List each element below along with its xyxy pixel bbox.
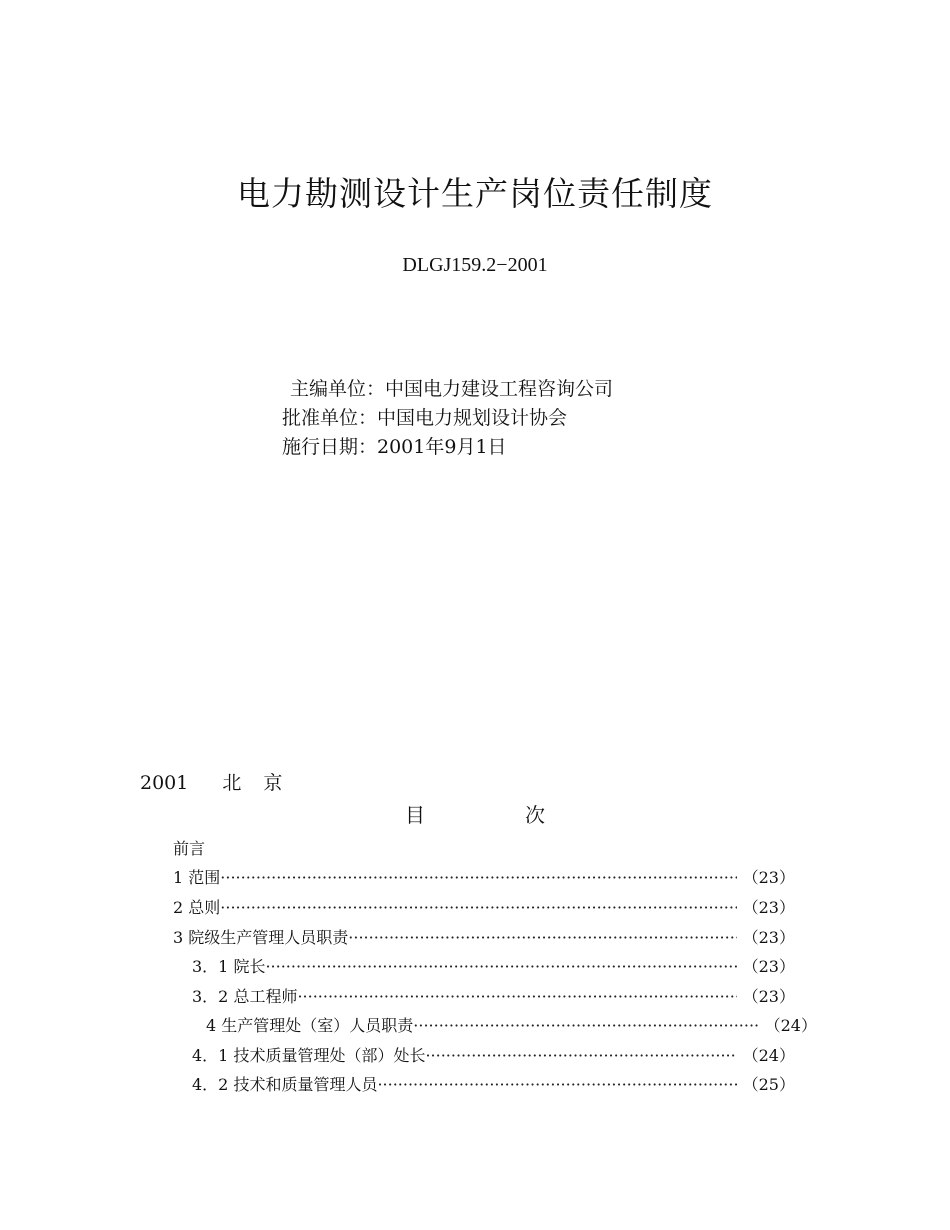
toc-item-label: 4．1 技术质量管理处（部）处长 xyxy=(192,1046,426,1065)
toc-item xyxy=(206,1013,817,1035)
toc-item-page: （23） xyxy=(742,987,795,1006)
toc-leader xyxy=(220,898,736,917)
toc-title-right: 次 xyxy=(525,803,545,827)
document-title: 电力勘测设计生产岗位责任制度 xyxy=(237,174,713,213)
toc-item-page: （23） xyxy=(742,898,795,917)
toc-preface: 前言 xyxy=(173,839,206,858)
toc-leader xyxy=(425,1046,736,1065)
toc-item-label: 2 总则 xyxy=(173,898,221,917)
editor-unit: 主编单位：中国电力建设工程咨询公司 xyxy=(290,378,614,400)
effective-date: 施行日期：2001年9月1日 xyxy=(282,436,507,458)
toc-item-label: 4 生产管理处（室）人员职责 xyxy=(206,1016,414,1035)
toc-item-label: 4．2 技术和质量管理人员 xyxy=(192,1075,378,1094)
toc-item xyxy=(192,984,795,1006)
toc-item xyxy=(192,954,795,976)
toc-item xyxy=(173,865,795,887)
toc-item-page: （24） xyxy=(742,1046,795,1065)
toc-leader xyxy=(377,1075,736,1094)
toc-item-page: （24） xyxy=(764,1016,817,1035)
publish-year: 2001 xyxy=(140,772,189,794)
toc-item-label: 3．2 总工程师 xyxy=(192,987,298,1006)
toc-leader xyxy=(265,957,736,976)
approver-unit: 批准单位：中国电力规划设计协会 xyxy=(282,407,568,429)
toc-title-left: 目 xyxy=(405,803,425,827)
toc-item xyxy=(192,1072,795,1094)
toc-leader xyxy=(297,987,736,1006)
toc-leader xyxy=(220,868,736,887)
toc-leader xyxy=(348,928,736,947)
toc-item xyxy=(192,1043,795,1065)
toc-item-label: 3 院级生产管理人员职责 xyxy=(173,928,349,947)
publish-city: 北 京 xyxy=(222,772,291,794)
toc-item xyxy=(173,925,795,947)
toc-item-label: 1 范围 xyxy=(173,868,221,887)
publish-info xyxy=(140,768,290,795)
toc-item-page: （23） xyxy=(742,957,795,976)
document-code: DLGJ159.2−2001 xyxy=(402,254,548,276)
toc-item-label: 3．1 院长 xyxy=(192,957,266,976)
toc-item-page: （23） xyxy=(742,868,795,887)
toc-item-page: （25） xyxy=(742,1075,795,1094)
toc-item xyxy=(173,895,795,917)
toc-title xyxy=(0,799,950,828)
toc-item-page: （23） xyxy=(742,928,795,947)
toc-leader xyxy=(413,1016,758,1035)
